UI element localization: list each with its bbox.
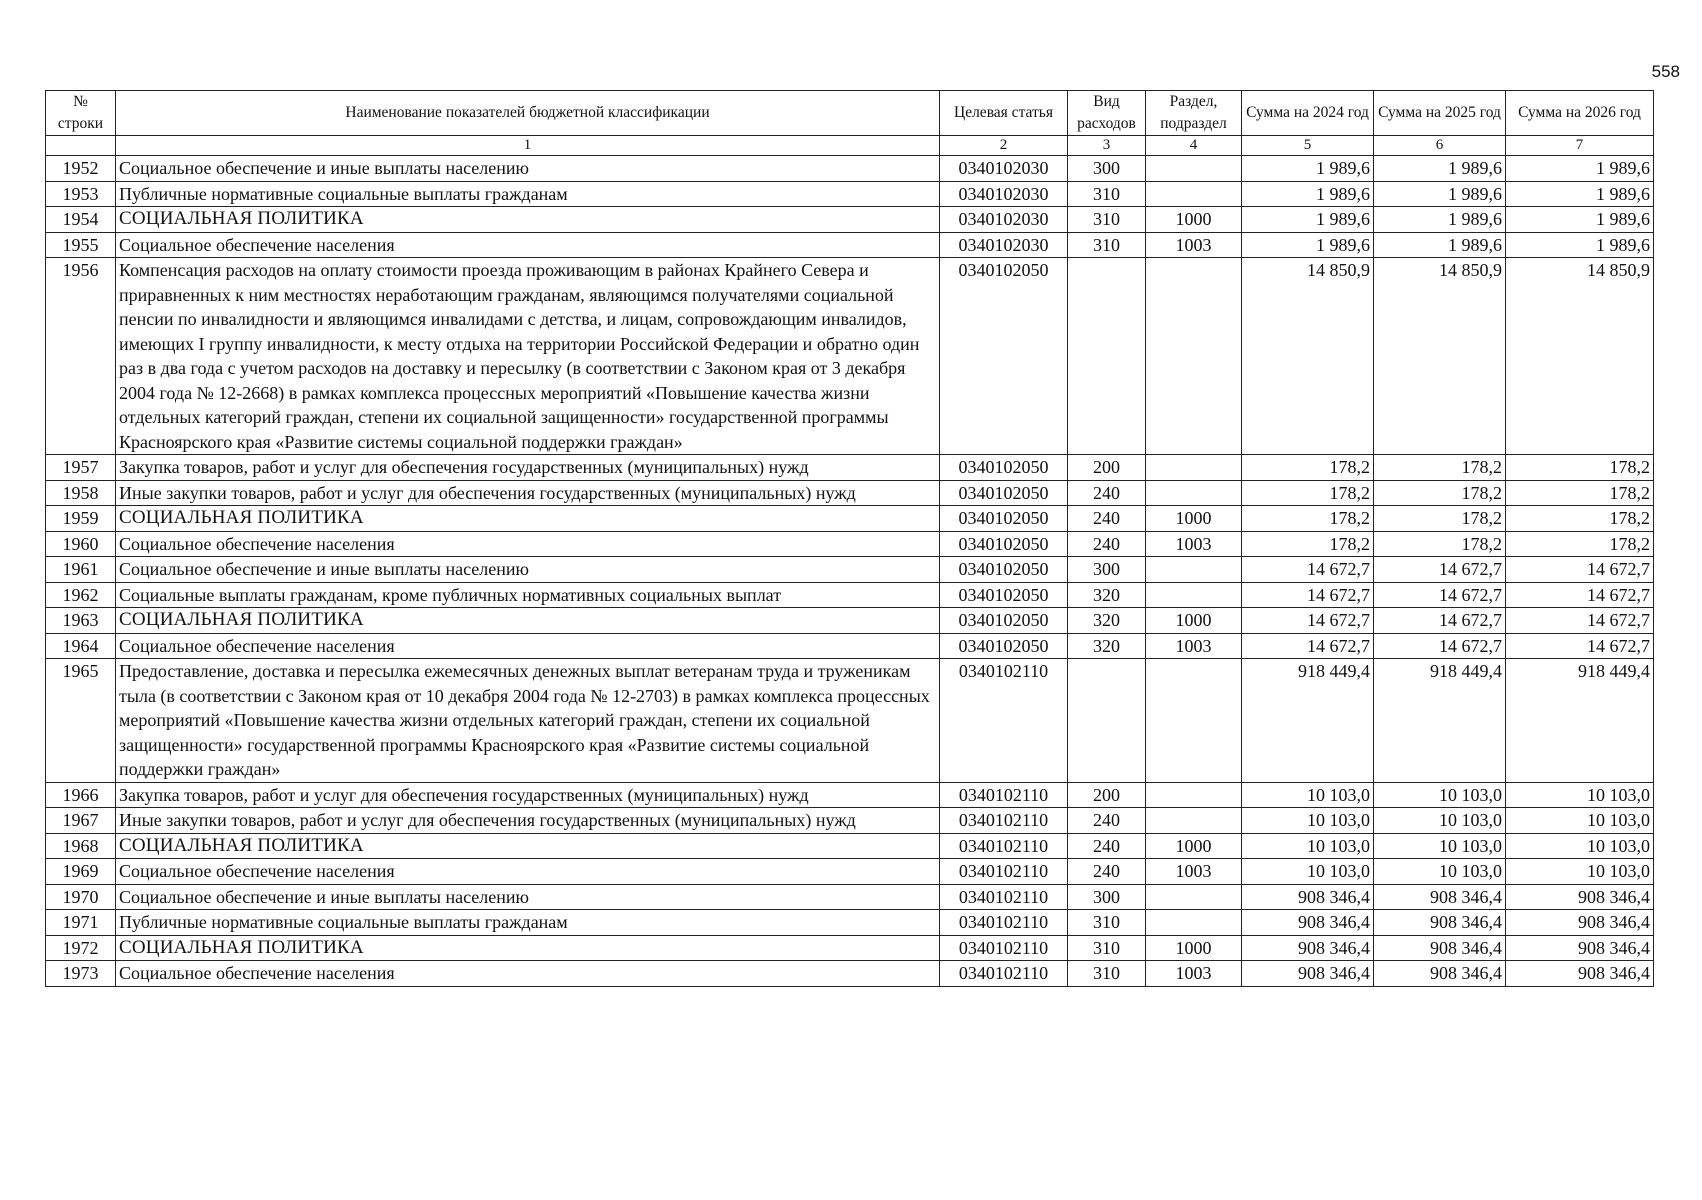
table-row bbox=[46, 531, 1654, 557]
row-section bbox=[1146, 884, 1242, 910]
table-row bbox=[46, 181, 1654, 207]
row-number: 1956 bbox=[46, 258, 116, 455]
row-number: 1962 bbox=[46, 582, 116, 608]
index-cell: 3 bbox=[1068, 136, 1146, 156]
row-section bbox=[1146, 582, 1242, 608]
row-sum-2025: 10 103,0 bbox=[1374, 808, 1506, 834]
row-sum-2026: 178,2 bbox=[1506, 506, 1654, 532]
row-sum-2025: 1 989,6 bbox=[1374, 207, 1506, 233]
row-sum-2025: 1 989,6 bbox=[1374, 181, 1506, 207]
row-name: Социальное обеспечение населения bbox=[116, 633, 940, 659]
row-target-article: 0340102110 bbox=[940, 659, 1068, 783]
row-number: 1954 bbox=[46, 207, 116, 233]
row-number: 1952 bbox=[46, 156, 116, 182]
row-number: 1965 bbox=[46, 659, 116, 783]
row-expense-type: 320 bbox=[1068, 608, 1146, 634]
row-expense-type: 300 bbox=[1068, 156, 1146, 182]
row-name: Публичные нормативные социальные выплаты гражданам bbox=[116, 181, 940, 207]
table-row bbox=[46, 506, 1654, 532]
row-sum-2024: 178,2 bbox=[1242, 455, 1374, 481]
table-row bbox=[46, 156, 1654, 182]
row-sum-2026: 908 346,4 bbox=[1506, 910, 1654, 936]
row-sum-2025: 10 103,0 bbox=[1374, 833, 1506, 859]
row-sum-2026: 14 672,7 bbox=[1506, 633, 1654, 659]
row-section: 1003 bbox=[1146, 633, 1242, 659]
row-sum-2024: 10 103,0 bbox=[1242, 808, 1374, 834]
row-name: Закупка товаров, работ и услуг для обеспечения государственных (муниципальных) нужд bbox=[116, 782, 940, 808]
table-row bbox=[46, 207, 1654, 233]
row-name: СОЦИАЛЬНАЯ ПОЛИТИКА bbox=[116, 833, 940, 859]
row-sum-2026: 178,2 bbox=[1506, 455, 1654, 481]
row-section bbox=[1146, 557, 1242, 583]
row-section bbox=[1146, 480, 1242, 506]
table-row bbox=[46, 808, 1654, 834]
header-name: Наименование показателей бюджетной классификации bbox=[116, 91, 940, 136]
table-row bbox=[46, 480, 1654, 506]
row-section bbox=[1146, 910, 1242, 936]
row-target-article: 0340102110 bbox=[940, 910, 1068, 936]
row-sum-2025: 1 989,6 bbox=[1374, 156, 1506, 182]
row-expense-type: 310 bbox=[1068, 910, 1146, 936]
table-row bbox=[46, 833, 1654, 859]
row-sum-2026: 10 103,0 bbox=[1506, 782, 1654, 808]
row-target-article: 0340102030 bbox=[940, 207, 1068, 233]
row-sum-2026: 10 103,0 bbox=[1506, 808, 1654, 834]
row-name: СОЦИАЛЬНАЯ ПОЛИТИКА bbox=[116, 935, 940, 961]
row-section bbox=[1146, 659, 1242, 783]
row-expense-type: 320 bbox=[1068, 582, 1146, 608]
row-target-article: 0340102030 bbox=[940, 156, 1068, 182]
row-sum-2024: 10 103,0 bbox=[1242, 859, 1374, 885]
row-expense-type bbox=[1068, 258, 1146, 455]
row-sum-2024: 14 672,7 bbox=[1242, 582, 1374, 608]
row-expense-type: 240 bbox=[1068, 480, 1146, 506]
header-sum-2026: Сумма на 2026 год bbox=[1506, 91, 1654, 136]
row-section bbox=[1146, 808, 1242, 834]
row-expense-type: 310 bbox=[1068, 935, 1146, 961]
row-expense-type: 240 bbox=[1068, 808, 1146, 834]
index-cell: 7 bbox=[1506, 136, 1654, 156]
table-row bbox=[46, 782, 1654, 808]
row-number: 1971 bbox=[46, 910, 116, 936]
header-index-row bbox=[46, 136, 1654, 156]
row-number: 1968 bbox=[46, 833, 116, 859]
row-section: 1003 bbox=[1146, 232, 1242, 258]
row-sum-2026: 14 850,9 bbox=[1506, 258, 1654, 455]
row-sum-2026: 178,2 bbox=[1506, 531, 1654, 557]
row-sum-2024: 10 103,0 bbox=[1242, 833, 1374, 859]
row-sum-2026: 14 672,7 bbox=[1506, 557, 1654, 583]
row-number: 1963 bbox=[46, 608, 116, 634]
row-sum-2025: 908 346,4 bbox=[1374, 910, 1506, 936]
row-sum-2026: 1 989,6 bbox=[1506, 232, 1654, 258]
row-expense-type: 300 bbox=[1068, 884, 1146, 910]
row-sum-2025: 14 672,7 bbox=[1374, 557, 1506, 583]
row-section: 1000 bbox=[1146, 608, 1242, 634]
row-name: Социальное обеспечение и иные выплаты населению bbox=[116, 884, 940, 910]
header-target-article: Целевая статья bbox=[940, 91, 1068, 136]
index-cell bbox=[46, 136, 116, 156]
row-name: Социальные выплаты гражданам, кроме публичных нормативных социальных выплат bbox=[116, 582, 940, 608]
row-sum-2025: 178,2 bbox=[1374, 455, 1506, 481]
table-row bbox=[46, 557, 1654, 583]
page-number: 558 bbox=[1651, 62, 1680, 81]
row-expense-type: 200 bbox=[1068, 455, 1146, 481]
row-expense-type: 240 bbox=[1068, 859, 1146, 885]
row-section bbox=[1146, 782, 1242, 808]
row-name: Социальное обеспечение и иные выплаты населению bbox=[116, 156, 940, 182]
row-sum-2026: 14 672,7 bbox=[1506, 582, 1654, 608]
table-row bbox=[46, 582, 1654, 608]
row-target-article: 0340102050 bbox=[940, 557, 1068, 583]
row-expense-type: 310 bbox=[1068, 181, 1146, 207]
row-sum-2024: 14 850,9 bbox=[1242, 258, 1374, 455]
row-name: СОЦИАЛЬНАЯ ПОЛИТИКА bbox=[116, 506, 940, 532]
row-expense-type: 240 bbox=[1068, 506, 1146, 532]
row-sum-2024: 178,2 bbox=[1242, 506, 1374, 532]
index-cell: 4 bbox=[1146, 136, 1242, 156]
table-row bbox=[46, 859, 1654, 885]
row-number: 1957 bbox=[46, 455, 116, 481]
row-sum-2024: 1 989,6 bbox=[1242, 207, 1374, 233]
table-body bbox=[46, 156, 1654, 987]
row-sum-2025: 178,2 bbox=[1374, 480, 1506, 506]
row-sum-2025: 1 989,6 bbox=[1374, 232, 1506, 258]
row-target-article: 0340102110 bbox=[940, 935, 1068, 961]
row-name: Публичные нормативные социальные выплаты гражданам bbox=[116, 910, 940, 936]
table-row bbox=[46, 935, 1654, 961]
row-target-article: 0340102110 bbox=[940, 833, 1068, 859]
row-name: Иные закупки товаров, работ и услуг для обеспечения государственных (муниципальных) нужд bbox=[116, 808, 940, 834]
row-sum-2026: 908 346,4 bbox=[1506, 961, 1654, 987]
row-target-article: 0340102050 bbox=[940, 633, 1068, 659]
row-sum-2025: 14 672,7 bbox=[1374, 582, 1506, 608]
table-row bbox=[46, 961, 1654, 987]
index-cell: 6 bbox=[1374, 136, 1506, 156]
row-sum-2025: 10 103,0 bbox=[1374, 859, 1506, 885]
row-sum-2024: 908 346,4 bbox=[1242, 884, 1374, 910]
row-sum-2026: 908 346,4 bbox=[1506, 884, 1654, 910]
table-row bbox=[46, 884, 1654, 910]
row-sum-2025: 14 850,9 bbox=[1374, 258, 1506, 455]
row-target-article: 0340102050 bbox=[940, 258, 1068, 455]
row-target-article: 0340102110 bbox=[940, 782, 1068, 808]
index-cell: 1 bbox=[116, 136, 940, 156]
row-sum-2024: 918 449,4 bbox=[1242, 659, 1374, 783]
row-sum-2025: 14 672,7 bbox=[1374, 633, 1506, 659]
header-sum-2024: Сумма на 2024 год bbox=[1242, 91, 1374, 136]
row-expense-type: 310 bbox=[1068, 961, 1146, 987]
row-expense-type bbox=[1068, 659, 1146, 783]
row-section bbox=[1146, 455, 1242, 481]
row-number: 1969 bbox=[46, 859, 116, 885]
row-sum-2026: 908 346,4 bbox=[1506, 935, 1654, 961]
row-sum-2026: 1 989,6 bbox=[1506, 181, 1654, 207]
row-target-article: 0340102110 bbox=[940, 808, 1068, 834]
row-target-article: 0340102050 bbox=[940, 506, 1068, 532]
index-cell: 2 bbox=[940, 136, 1068, 156]
row-sum-2026: 1 989,6 bbox=[1506, 156, 1654, 182]
row-expense-type: 320 bbox=[1068, 633, 1146, 659]
row-name: Иные закупки товаров, работ и услуг для обеспечения государственных (муниципальных) нужд bbox=[116, 480, 940, 506]
row-sum-2024: 908 346,4 bbox=[1242, 910, 1374, 936]
row-name: Закупка товаров, работ и услуг для обеспечения государственных (муниципальных) нужд bbox=[116, 455, 940, 481]
table-row bbox=[46, 258, 1654, 455]
row-sum-2024: 908 346,4 bbox=[1242, 961, 1374, 987]
row-number: 1964 bbox=[46, 633, 116, 659]
row-number: 1960 bbox=[46, 531, 116, 557]
row-expense-type: 310 bbox=[1068, 232, 1146, 258]
budget-table bbox=[45, 90, 1654, 987]
row-sum-2026: 178,2 bbox=[1506, 480, 1654, 506]
row-sum-2025: 14 672,7 bbox=[1374, 608, 1506, 634]
row-section: 1003 bbox=[1146, 859, 1242, 885]
row-sum-2025: 908 346,4 bbox=[1374, 961, 1506, 987]
row-section bbox=[1146, 181, 1242, 207]
header-row-no: № строки bbox=[46, 91, 116, 136]
row-sum-2026: 14 672,7 bbox=[1506, 608, 1654, 634]
row-section: 1000 bbox=[1146, 935, 1242, 961]
row-section bbox=[1146, 156, 1242, 182]
row-expense-type: 200 bbox=[1068, 782, 1146, 808]
row-sum-2026: 1 989,6 bbox=[1506, 207, 1654, 233]
table-row bbox=[46, 633, 1654, 659]
row-target-article: 0340102110 bbox=[940, 961, 1068, 987]
header-sum-2025: Сумма на 2025 год bbox=[1374, 91, 1506, 136]
row-target-article: 0340102050 bbox=[940, 455, 1068, 481]
row-sum-2025: 908 346,4 bbox=[1374, 884, 1506, 910]
row-name: Социальное обеспечение населения bbox=[116, 859, 940, 885]
row-number: 1973 bbox=[46, 961, 116, 987]
row-number: 1967 bbox=[46, 808, 116, 834]
row-sum-2024: 1 989,6 bbox=[1242, 156, 1374, 182]
row-sum-2024: 178,2 bbox=[1242, 531, 1374, 557]
row-expense-type: 310 bbox=[1068, 207, 1146, 233]
index-cell: 5 bbox=[1242, 136, 1374, 156]
row-target-article: 0340102110 bbox=[940, 859, 1068, 885]
row-sum-2024: 14 672,7 bbox=[1242, 557, 1374, 583]
row-sum-2024: 1 989,6 bbox=[1242, 232, 1374, 258]
table-row bbox=[46, 455, 1654, 481]
row-target-article: 0340102050 bbox=[940, 480, 1068, 506]
table-header bbox=[46, 91, 1654, 156]
row-name: Социальное обеспечение населения bbox=[116, 961, 940, 987]
table-row bbox=[46, 232, 1654, 258]
row-number: 1970 bbox=[46, 884, 116, 910]
table-row bbox=[46, 910, 1654, 936]
row-name: Предоставление, доставка и пересылка ежемесячных денежных выплат ветеранам труда и труженикам тыла (в соответствии с Законом края от 10 декабря 2004 года № 12-2703) в рамках комплекса процессных мероприятий «Повышение качества жизни отдельных категорий граждан, степени их социальной защищенности» государственной программы Красноярского края «Развитие системы социальной поддержки граждан» bbox=[116, 659, 940, 783]
row-target-article: 0340102050 bbox=[940, 531, 1068, 557]
row-sum-2024: 10 103,0 bbox=[1242, 782, 1374, 808]
row-target-article: 0340102110 bbox=[940, 884, 1068, 910]
row-number: 1966 bbox=[46, 782, 116, 808]
row-sum-2024: 14 672,7 bbox=[1242, 608, 1374, 634]
row-name: Компенсация расходов на оплату стоимости проезда проживающим в районах Крайнего Севера и приравненных к ним местностях неработающим гражданам, являющимся получателями социальной пенсии по инвалидности и являющимся инвалидами с детства, и лицам, сопровождающим инвалидов, имеющих I группу инвалидности, к месту отдыха на территории Российской Федерации и обратно один раз в два года с учетом расходов на доставку и пересылку (в соответствии с Законом края от 3 декабря 2004 года № 12-2668) в рамках комплекса процессных мероприятий «Повышение качества жизни отдельных категорий граждан, степени их социальной защищенности» государственной программы Красноярского края «Развитие системы социальной поддержки граждан» bbox=[116, 258, 940, 455]
row-sum-2025: 908 346,4 bbox=[1374, 935, 1506, 961]
row-target-article: 0340102050 bbox=[940, 582, 1068, 608]
row-number: 1972 bbox=[46, 935, 116, 961]
row-number: 1953 bbox=[46, 181, 116, 207]
row-section: 1000 bbox=[1146, 506, 1242, 532]
row-sum-2025: 178,2 bbox=[1374, 506, 1506, 532]
row-sum-2024: 908 346,4 bbox=[1242, 935, 1374, 961]
row-number: 1958 bbox=[46, 480, 116, 506]
row-section: 1000 bbox=[1146, 833, 1242, 859]
header-expense-type: Вид расходов bbox=[1068, 91, 1146, 136]
row-name: Социальное обеспечение и иные выплаты населению bbox=[116, 557, 940, 583]
row-sum-2024: 14 672,7 bbox=[1242, 633, 1374, 659]
row-sum-2024: 178,2 bbox=[1242, 480, 1374, 506]
row-sum-2025: 10 103,0 bbox=[1374, 782, 1506, 808]
row-name: Социальное обеспечение населения bbox=[116, 232, 940, 258]
row-target-article: 0340102030 bbox=[940, 181, 1068, 207]
row-section bbox=[1146, 258, 1242, 455]
row-sum-2026: 918 449,4 bbox=[1506, 659, 1654, 783]
row-expense-type: 240 bbox=[1068, 833, 1146, 859]
row-section: 1003 bbox=[1146, 531, 1242, 557]
table-row bbox=[46, 659, 1654, 783]
row-sum-2025: 918 449,4 bbox=[1374, 659, 1506, 783]
row-number: 1959 bbox=[46, 506, 116, 532]
row-sum-2025: 178,2 bbox=[1374, 531, 1506, 557]
row-name: СОЦИАЛЬНАЯ ПОЛИТИКА bbox=[116, 608, 940, 634]
row-section: 1003 bbox=[1146, 961, 1242, 987]
row-name: СОЦИАЛЬНАЯ ПОЛИТИКА bbox=[116, 207, 940, 233]
header-section: Раздел, подраздел bbox=[1146, 91, 1242, 136]
row-sum-2026: 10 103,0 bbox=[1506, 833, 1654, 859]
table-row bbox=[46, 608, 1654, 634]
row-target-article: 0340102050 bbox=[940, 608, 1068, 634]
row-number: 1961 bbox=[46, 557, 116, 583]
row-target-article: 0340102030 bbox=[940, 232, 1068, 258]
header-row bbox=[46, 91, 1654, 136]
row-sum-2026: 10 103,0 bbox=[1506, 859, 1654, 885]
row-sum-2024: 1 989,6 bbox=[1242, 181, 1374, 207]
row-expense-type: 240 bbox=[1068, 531, 1146, 557]
row-section: 1000 bbox=[1146, 207, 1242, 233]
row-name: Социальное обеспечение населения bbox=[116, 531, 940, 557]
row-expense-type: 300 bbox=[1068, 557, 1146, 583]
row-number: 1955 bbox=[46, 232, 116, 258]
